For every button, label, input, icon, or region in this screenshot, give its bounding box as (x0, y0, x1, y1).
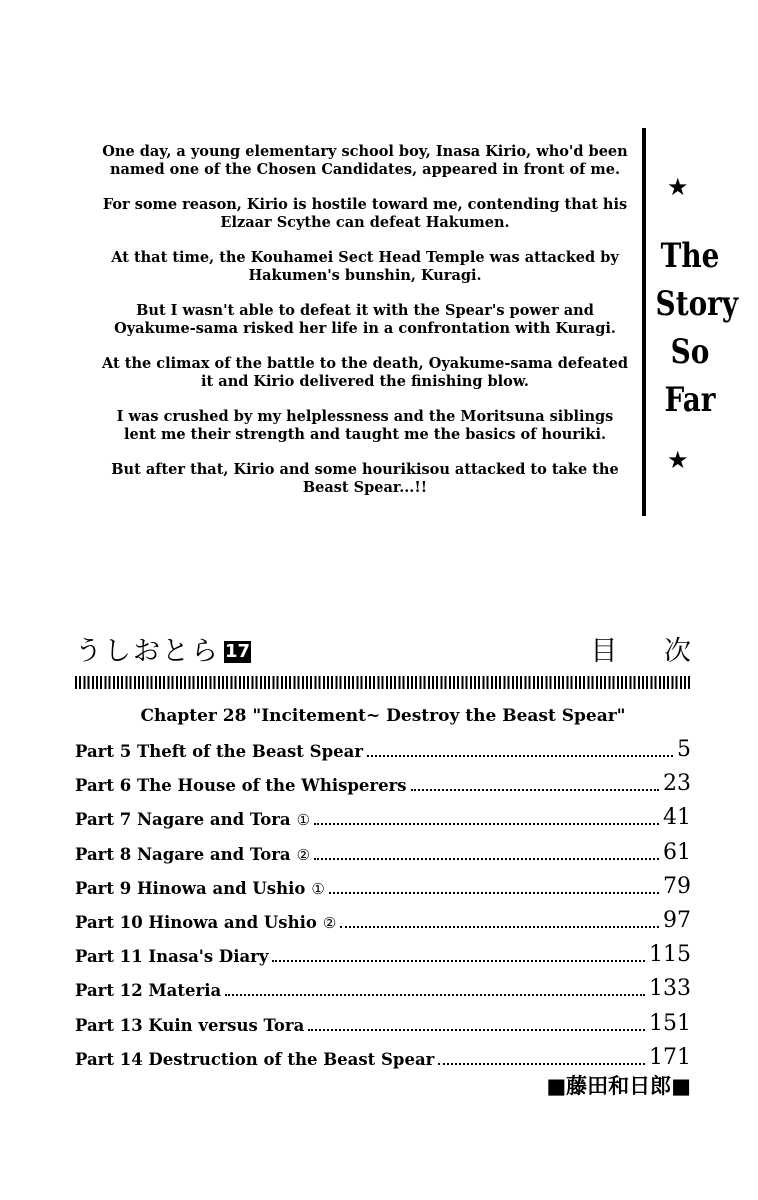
toc-entry-title: Part 9 Hinowa and Ushio (75, 878, 306, 898)
toc-entry-title: Part 13 Kuin versus Tora (75, 1015, 305, 1035)
decorative-rule (75, 676, 691, 689)
author-name: ■藤田和日郎■ (546, 1074, 691, 1098)
toc-entry-title: Part 6 The House of the Whisperers (75, 776, 407, 796)
toc-entry-title: Part 7 Nagare and Tora (75, 810, 291, 830)
toc-entry[interactable] (75, 737, 691, 763)
toc-entry[interactable] (75, 976, 691, 1002)
story-paragraph: For some reason, Kirio is hostile toward me, contending that his Elzaar Scythe can defeat Hakumen. (102, 196, 628, 231)
story-paragraph: But I wasn't able to defeat it with the Spear's power and Oyakume-sama risked her life in a confrontation with Kuragi. (114, 302, 616, 337)
dot-leader (272, 960, 645, 962)
toc-entry[interactable] (75, 908, 691, 934)
dot-leader (329, 892, 659, 894)
story-paragraph: I was crushed by my helplessness and the Moritsuna siblings lent me their strength and taught me the basics of houriki. (116, 408, 614, 443)
toc-entry[interactable] (75, 840, 691, 866)
toc-entry-page: 61 (663, 839, 691, 865)
toc-entry-title: Part 12 Materia (75, 981, 222, 1001)
toc-entry-part-mark: ① (311, 879, 325, 898)
toc-entry[interactable] (75, 805, 691, 831)
star-icon: ★ (667, 446, 689, 474)
dot-leader (225, 994, 645, 996)
toc-entry[interactable] (75, 1011, 691, 1037)
dot-leader (340, 926, 659, 928)
toc-entry-page: 97 (663, 908, 691, 933)
toc-entry-page: 151 (649, 1010, 691, 1036)
toc-entry-page: 41 (663, 805, 691, 831)
volume-badge: 17 (225, 641, 251, 662)
toc-header (75, 634, 691, 670)
title-word: So (670, 332, 710, 372)
toc-entry-part-mark: ② (296, 845, 311, 864)
toc-entry[interactable] (75, 771, 691, 797)
toc-entry-title: Part 8 Nagare and Tora (75, 844, 291, 864)
title-word: The (660, 236, 720, 276)
chapter-title: Chapter 28 "Incitement~ Destroy the Beast Spear" (140, 706, 626, 726)
toc-entry-title: Part 14 Destruction of the Beast Spear (75, 1049, 435, 1069)
story-paragraph: But after that, Kirio and some hourikisou attacked to take the Beast Spear...!! (111, 461, 619, 496)
dot-leader (411, 789, 659, 791)
series-title (75, 634, 251, 670)
title-word: Far (664, 380, 716, 420)
vertical-divider (642, 128, 646, 516)
dot-leader (438, 1063, 645, 1065)
toc-entry-page: 79 (663, 873, 691, 899)
toc-entry-title: Part 10 Hinowa and Ushio (75, 913, 317, 932)
toc-entry-part-mark: ① (296, 811, 311, 830)
toc-entry-page: 5 (677, 737, 691, 762)
title-word: Story (655, 284, 739, 324)
dot-leader (308, 1029, 645, 1031)
dot-leader (314, 858, 659, 860)
story-paragraph: At the climax of the battle to the death, Oyakume-sama defeated it and Kirio delivered the finishing blow. (102, 355, 628, 390)
dot-leader (367, 755, 673, 757)
toc-entry-page: 23 (663, 771, 691, 797)
dot-leader (314, 823, 659, 825)
toc-entry-page: 171 (649, 1044, 691, 1070)
toc-entry-page: 133 (649, 976, 691, 1002)
series-title-text: うしおとら (75, 636, 220, 667)
toc-entry[interactable] (75, 874, 691, 900)
toc-label: 目 次 (590, 636, 691, 667)
star-icon: ★ (667, 173, 689, 201)
toc-entry-part-mark: ② (322, 914, 337, 932)
toc-entry-title: Part 11 Inasa's Diary (75, 947, 269, 967)
toc-entry[interactable] (75, 1045, 691, 1071)
story-so-far-title (648, 232, 739, 424)
toc-entry-title: Part 5 Theft of the Beast Spear (75, 742, 364, 761)
toc-entry-page: 115 (649, 942, 691, 968)
toc-entry[interactable] (75, 942, 691, 968)
story-so-far-text (100, 143, 630, 514)
story-paragraph: One day, a young elementary school boy, Inasa Kirio, who'd been named one of the Chosen Candidates, appeared in front of me. (102, 143, 628, 178)
story-paragraph: At that time, the Kouhamei Sect Head Temple was attacked by Hakumen's bunshin, Kuragi. (111, 249, 619, 284)
